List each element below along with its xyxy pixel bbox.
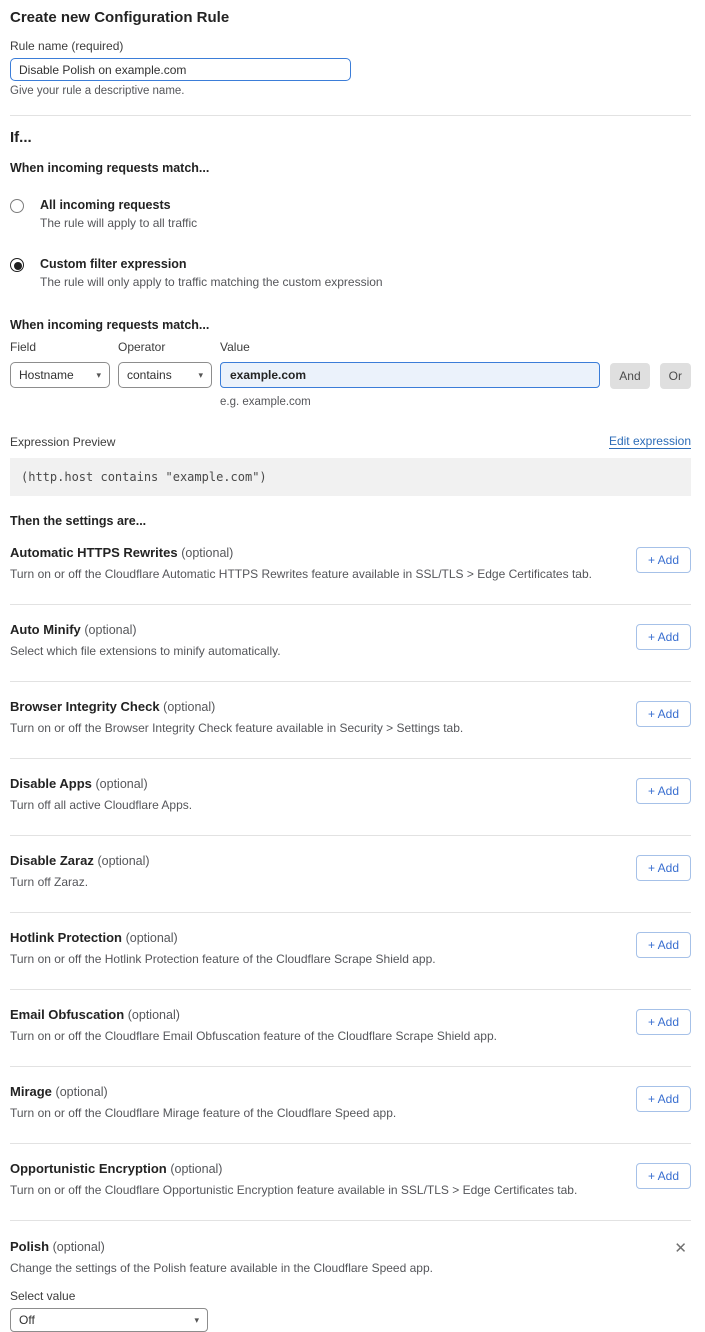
setting-description: Turn off Zaraz.	[10, 875, 89, 889]
add-setting-button[interactable]: + Add	[636, 855, 691, 881]
field-select[interactable]	[10, 362, 110, 388]
setting-name: Email Obfuscation	[10, 1007, 125, 1022]
radio-option-custom-expression[interactable]	[10, 257, 691, 289]
match-heading: When incoming requests match...	[10, 161, 210, 175]
setting-name: Mirage	[10, 1084, 52, 1099]
radio-label[interactable]: All incoming requests	[40, 198, 171, 212]
setting-description: Turn off all active Cloudflare Apps.	[10, 798, 193, 812]
or-button[interactable]: Or	[660, 363, 691, 389]
add-setting-button[interactable]: + Add	[636, 932, 691, 958]
setting-title	[10, 1007, 497, 1022]
setting-title	[10, 1084, 396, 1099]
close-icon[interactable]: ✕	[674, 1240, 687, 1257]
builder-heading: When incoming requests match...	[10, 318, 210, 332]
setting-description: Turn on or off the Cloudflare Automatic HTTPS Rewrites feature available in SSL/TLS > Edge Certificates tab.	[10, 567, 592, 581]
setting-title	[10, 853, 150, 868]
chevron-down-icon: ▾	[198, 369, 203, 380]
setting-row-browser-integrity-check	[10, 682, 691, 759]
add-setting-button[interactable]: + Add	[636, 701, 691, 727]
rule-name-helper: Give your rule a descriptive name.	[10, 85, 185, 97]
setting-optional-label: (optional)	[163, 700, 216, 714]
edit-expression-link[interactable]: Edit expression	[608, 434, 691, 448]
radio-button-selected[interactable]	[10, 258, 24, 272]
radio-label[interactable]: Custom filter expression	[40, 257, 187, 271]
setting-name: Browser Integrity Check	[10, 699, 160, 714]
setting-row-mirage	[10, 1067, 691, 1144]
select-value-label: Select value	[10, 1289, 76, 1303]
and-button[interactable]: And	[610, 363, 649, 389]
setting-description: Select which file extensions to minify automatically.	[10, 644, 281, 658]
expression-preview-label: Expression Preview	[10, 435, 116, 449]
setting-optional-label: (optional)	[125, 931, 178, 945]
setting-row-disable-zaraz	[10, 836, 691, 913]
setting-title	[10, 545, 592, 560]
radio-button-unselected[interactable]	[10, 199, 24, 213]
add-setting-button[interactable]: + Add	[636, 547, 691, 573]
radio-description: The rule will apply to all traffic	[40, 216, 198, 230]
rule-name-input[interactable]	[10, 58, 351, 81]
setting-row-auto-minify	[10, 605, 691, 682]
radio-description: The rule will only apply to traffic matching the custom expression	[40, 275, 383, 289]
setting-row-email-obfuscation	[10, 990, 691, 1067]
operator-label: Operator	[118, 340, 166, 354]
settings-heading: Then the settings are...	[10, 514, 147, 528]
setting-description: Turn on or off the Cloudflare Email Obfuscation feature of the Cloudflare Scrape Shield app.	[10, 1029, 497, 1043]
setting-name: Disable Zaraz	[10, 853, 94, 868]
value-helper: e.g. example.com	[220, 396, 311, 408]
setting-row-hotlink-protection	[10, 913, 691, 990]
setting-optional-label: (optional)	[181, 546, 234, 560]
setting-optional-label: (optional)	[55, 1085, 108, 1099]
expression-preview-code: (http.host contains "example.com")	[10, 458, 691, 496]
setting-description: Turn on or off the Cloudflare Opportunistic Encryption feature available in SSL/TLS > Edge Certificates tab.	[10, 1183, 578, 1197]
setting-description: Turn on or off the Browser Integrity Check feature available in Security > Settings tab.	[10, 721, 464, 735]
setting-title	[10, 1161, 577, 1176]
radio-option-all-requests[interactable]	[10, 198, 691, 230]
setting-row-polish-expanded	[10, 1221, 691, 1332]
add-setting-button[interactable]: + Add	[636, 1086, 691, 1112]
setting-optional-label: (optional)	[97, 854, 150, 868]
setting-title	[10, 776, 192, 791]
setting-title	[10, 622, 281, 637]
setting-row-opportunistic-encryption	[10, 1144, 691, 1221]
setting-description: Turn on or off the Cloudflare Mirage feature of the Cloudflare Speed app.	[10, 1106, 397, 1120]
if-heading: If...	[10, 129, 32, 146]
expression-builder-row	[10, 340, 691, 408]
setting-optional-label: (optional)	[84, 623, 137, 637]
setting-name: Automatic HTTPS Rewrites	[10, 545, 178, 560]
operator-select-value: contains	[127, 368, 172, 382]
chevron-down-icon: ▾	[194, 1314, 199, 1325]
setting-row-automatic-https-rewrites	[10, 528, 691, 605]
add-setting-button[interactable]: + Add	[636, 778, 691, 804]
setting-optional-label: (optional)	[170, 1162, 223, 1176]
setting-name: Hotlink Protection	[10, 930, 122, 945]
section-divider	[10, 115, 691, 116]
value-label: Value	[220, 340, 250, 354]
create-configuration-rule-page	[0, 9, 705, 1332]
setting-name: Auto Minify	[10, 622, 81, 637]
add-setting-button[interactable]: + Add	[636, 624, 691, 650]
setting-optional-label: (optional)	[127, 1008, 180, 1022]
polish-select-value: Off	[19, 1313, 35, 1327]
setting-title	[10, 1239, 433, 1254]
setting-description: Turn on or off the Hotlink Protection feature of the Cloudflare Scrape Shield app.	[10, 952, 436, 966]
setting-title	[10, 930, 436, 945]
setting-optional-label: (optional)	[52, 1240, 105, 1254]
operator-select[interactable]	[118, 362, 212, 388]
page-title: Create new Configuration Rule	[10, 9, 230, 26]
setting-title	[10, 699, 463, 714]
setting-name: Polish	[10, 1239, 50, 1254]
field-select-value: Hostname	[19, 368, 74, 382]
chevron-down-icon: ▾	[96, 369, 101, 380]
setting-row-disable-apps	[10, 759, 691, 836]
setting-description: Change the settings of the Polish feature available in the Cloudflare Speed app.	[10, 1261, 433, 1275]
setting-name: Opportunistic Encryption	[10, 1161, 167, 1176]
value-input[interactable]	[220, 362, 600, 388]
rule-name-label: Rule name (required)	[10, 39, 124, 53]
setting-optional-label: (optional)	[95, 777, 148, 791]
polish-value-select[interactable]	[10, 1308, 208, 1332]
add-setting-button[interactable]: + Add	[636, 1009, 691, 1035]
add-setting-button[interactable]: + Add	[636, 1163, 691, 1189]
setting-name: Disable Apps	[10, 776, 92, 791]
field-label: Field	[10, 340, 37, 354]
